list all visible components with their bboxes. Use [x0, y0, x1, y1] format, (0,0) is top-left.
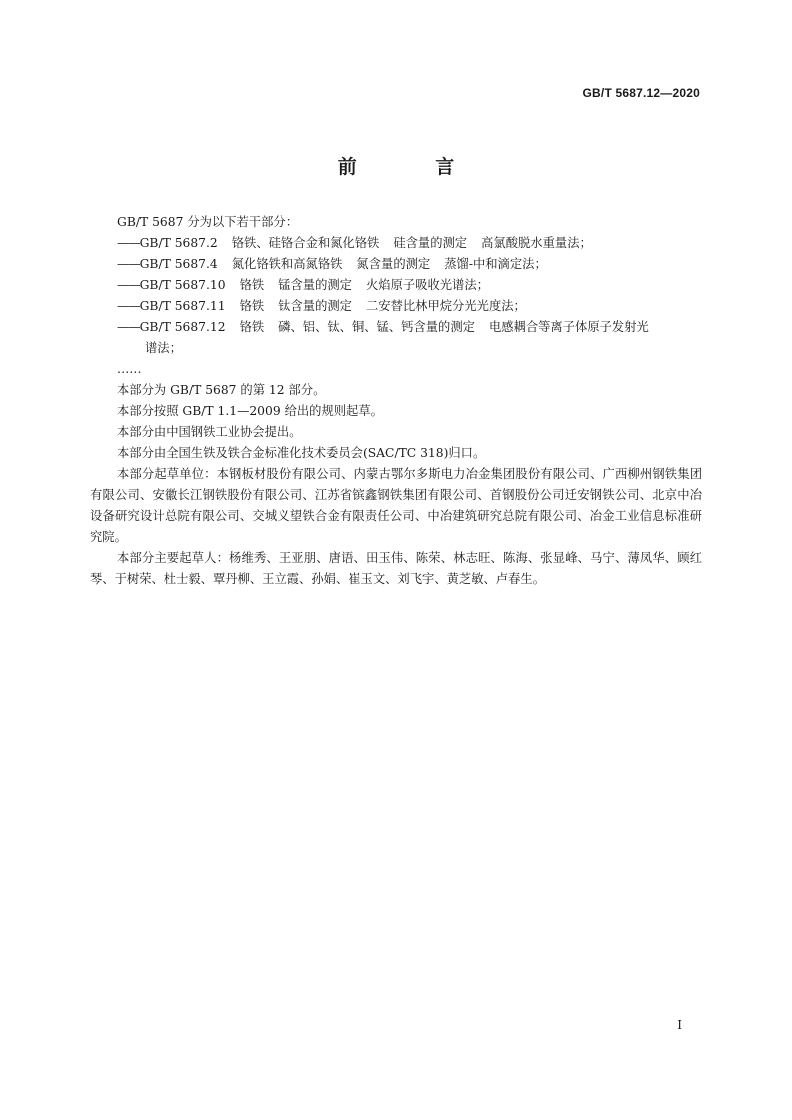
- parts-intro: GB/T 5687 分为以下若干部分：: [117, 215, 298, 229]
- standard-number: GB/T 5687.12—2020: [582, 86, 700, 100]
- part-item: ——GB/T 5687.10 铬铁 锰含量的测定 火焰原子吸收光谱法；: [117, 278, 489, 292]
- ellipsis: ……: [117, 362, 142, 376]
- statement: 本部分由全国生铁及铁合金标准化技术委员会(SAC/TC 318)归口。: [117, 446, 486, 460]
- part-item: ——GB/T 5687.11 铬铁 钛含量的测定 二安替比林甲烷分光光度法；: [117, 299, 526, 313]
- statement: 本部分由中国钢铁工业协会提出。: [117, 425, 302, 439]
- page-title: 前 言: [337, 156, 491, 178]
- statement: 本部分为 GB/T 5687 的第 12 部分。: [117, 383, 326, 397]
- part-item: ——GB/T 5687.4 氮化铬铁和高氮铬铁 氮含量的测定 蒸馏-中和滴定法；: [117, 257, 547, 271]
- drafting-units: 本部分起草单位：本钢板材股份有限公司、内蒙古鄂尔多斯电力冶金集团股份有限公司、广西柳州钢铁集团有限公司、安徽长江钢铁股份有限公司、江苏省镔鑫钢铁集团有限公司、首钢股份公司迁安钢铁公司、北京中冶设备研究设计总院有限公司、交城义望铁合金有限责任公司、中冶建筑研究总院有限公司、冶金工业信息标准研究院。: [90, 467, 702, 544]
- statement: 本部分按照 GB/T 1.1—2009 给出的规则起草。: [117, 404, 383, 418]
- drafters: 本部分主要起草人：杨维秀、王亚朋、唐语、田玉伟、陈荣、林志旺、陈海、张显峰、马宁、薄凤华、顾红琴、于树荣、杜士毅、覃丹柳、王立霞、孙娟、崔玉文、刘飞宇、黄芝敏、卢春生。: [90, 551, 702, 586]
- foreword-body: [90, 212, 702, 590]
- part-item: ——GB/T 5687.12 铬铁 磷、铝、钛、铜、锰、钙含量的测定 电感耦合等离子体原子发射光 谱法；: [117, 320, 649, 355]
- page-number: I: [677, 1018, 682, 1032]
- part-item: ——GB/T 5687.2 铬铁、硅铬合金和氮化铬铁 硅含量的测定 高氯酸脱水重量法；: [117, 236, 592, 250]
